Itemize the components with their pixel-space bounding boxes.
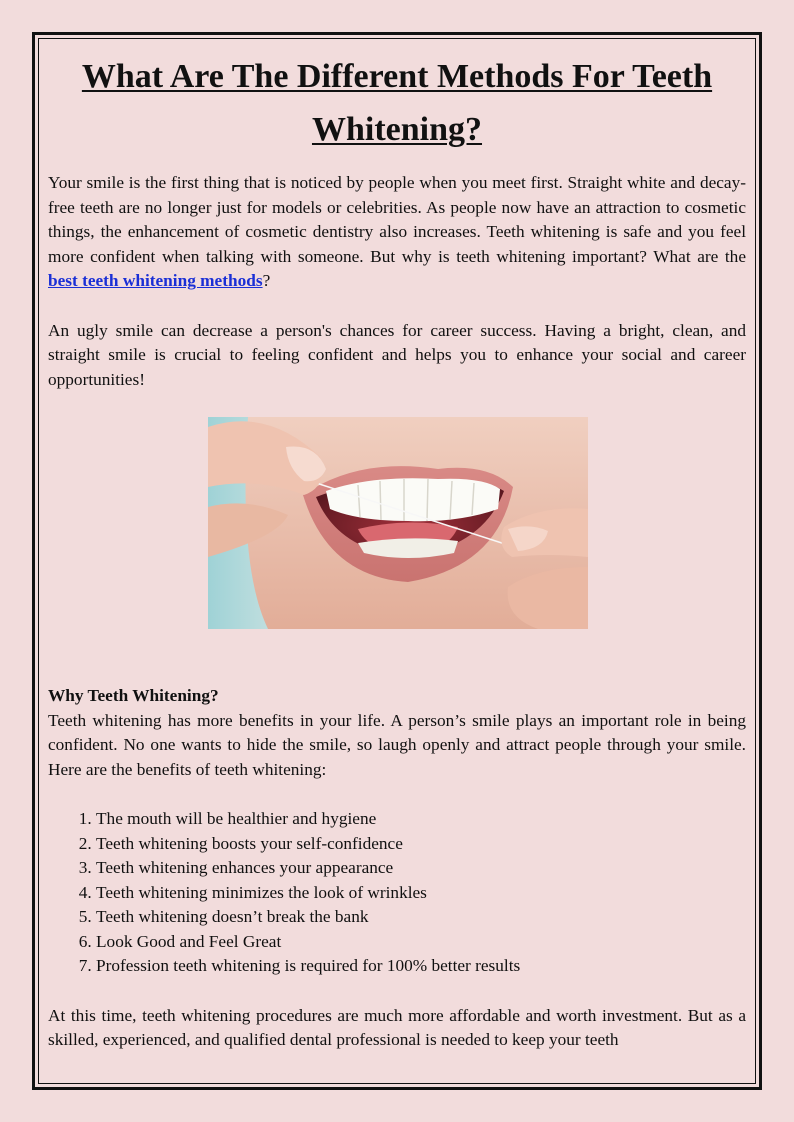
image-container	[48, 417, 746, 684]
best-methods-link[interactable]: best teeth whitening methods	[48, 271, 263, 291]
article-body	[48, 171, 746, 1053]
list-item: 7. Profession teeth whitening is required for 100% better results	[96, 954, 746, 979]
section-heading: Why Teeth Whitening?	[48, 685, 219, 705]
closing-paragraph: At this time, teeth whitening procedures are much more affordable and worth investment. But as a skilled, experienced, and qualified dental professional is needed to keep your teeth	[48, 1005, 746, 1050]
page-title: What Are The Different Methods For Teeth Whitening?	[81, 58, 713, 148]
section-body: Teeth whitening has more benefits in your life. A person’s smile plays an important role in being confident. No one wants to hide the smile, so laugh openly and attract people through your smile. Here are the benefits of teeth whitening:	[48, 710, 746, 779]
intro-text-end: ?	[262, 271, 271, 291]
intro-text: Your smile is the first thing that is noticed by people when you meet first. Straight white and decay-free teeth are no longer just for models or celebrities. As people now have an attraction to cosmetic things, the enhancement of cosmetic dentistry also increases. Teeth whitening is safe and you feel more confident when talking with someone. But why is teeth whitening important? What are the	[48, 173, 746, 266]
list-item: 5. Teeth whitening doesn’t break the bank	[96, 905, 746, 930]
career-paragraph: An ugly smile can decrease a person's chances for career success. Having a bright, clean, and straight smile is crucial to feeling confident and helps you to enhance your social and career opportunities!	[48, 320, 746, 389]
list-item: 3. Teeth whitening enhances your appearance	[96, 856, 746, 881]
list-item: 4. Teeth whitening minimizes the look of wrinkles	[96, 881, 746, 906]
benefits-list	[48, 807, 746, 979]
list-item: 2. Teeth whitening boosts your self-confidence	[96, 832, 746, 857]
list-item: 1. The mouth will be healthier and hygiene	[96, 807, 746, 832]
intro-paragraph	[48, 171, 746, 294]
list-item: 6. Look Good and Feel Great	[96, 930, 746, 955]
teeth-flossing-photo	[208, 417, 588, 629]
